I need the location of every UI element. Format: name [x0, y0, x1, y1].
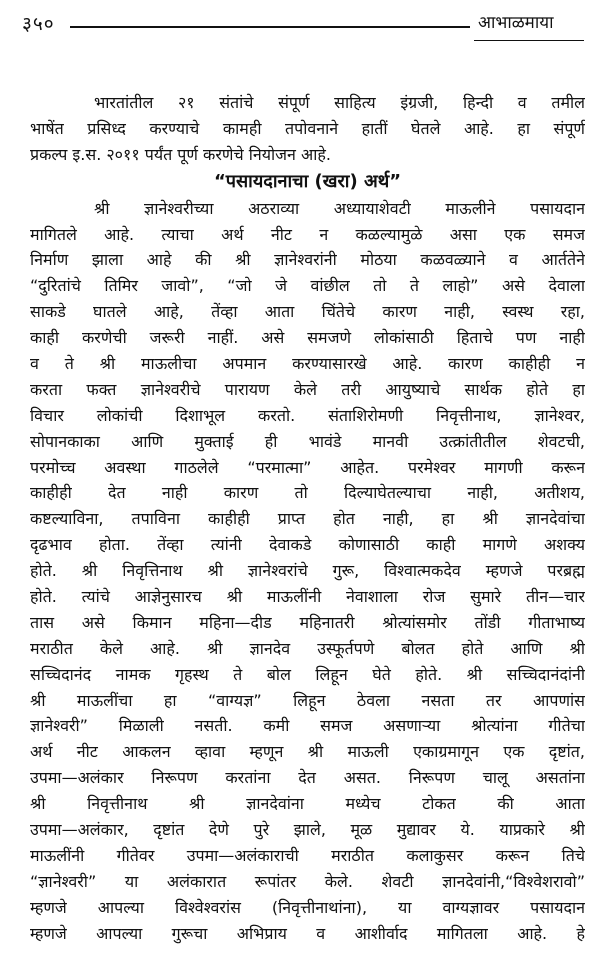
body-line: कष्टल्याविना, तपाविना काहीही प्राप्त होत नाही, हा श्री ज्ञानदेवांचा	[30, 509, 585, 529]
body-line: अर्थ नीट आकलन व्हावा म्हणून श्री माऊली एकाग्रमागून एक दृष्टांत,	[30, 742, 585, 762]
body-line: सच्चिदानंद नामक गृहस्थ ते बोल लिहून घेते होते. श्री सच्चिदानंदांनी	[30, 664, 585, 684]
intro-line: भाषेंत प्रसिध्द करण्याचे कामही तपोवनाने हातीं घेतले आहे. हा संपूर्ण	[30, 118, 585, 138]
body-line: “दुरितांचे तिमिर जावो”, “जो जे वांछील तो ते लाहो” असे देवाला	[30, 276, 585, 296]
body-line: म्हणजे आपल्या विश्वेश्वरांस (निवृत्तीनाथांना), या वाग्यज्ञावर पसायदान	[30, 897, 585, 917]
body-line: निर्माण झाला आहे की श्री ज्ञानेश्वरांनी मोठया कळवळ्याने व आर्ततेने	[30, 250, 585, 270]
body-line: काहीही देत नाही कारण तो दिल्याघेतल्याचा नाही, अतीशय,	[30, 483, 585, 503]
body-line: दृढभाव होता. तेंव्हा त्यांनी देवाकडे कोणासाठी काही मागणे अशक्य	[30, 535, 585, 555]
body-line: उपमा—अलंकार, दृष्टांत देणे पुरे झाले, मूळ मुद्यावर ये. याप्रकारे श्री	[30, 820, 585, 840]
body-line: काही करणेची जरूरी नाहीं. असे समजणे लोकांसाठी हिताचे पण नाही	[30, 328, 585, 348]
page-number: ३५०	[22, 13, 55, 35]
header-rule	[70, 26, 470, 28]
running-title: आभाळमाया	[478, 13, 554, 33]
body-line: श्री माऊलींचा हा “वाग्यज्ञ” लिहून ठेवला नसता तर आपणांस	[30, 690, 585, 710]
body-line: मागितले आहे. त्याचा अर्थ नीट न कळल्यामुळे असा एक समज	[30, 224, 585, 244]
body-line: परमोच्च अवस्था गाठलेले “परमात्मा” आहेत. परमेश्वर मागणी करून	[30, 457, 585, 477]
body-line: ज्ञानेश्वरी” मिळाली नसती. कमी समज असणाऱ्या श्रोत्यांना गीतेचा	[30, 716, 585, 736]
body-line: “ज्ञानेश्वरी” या अलंकारात रूपांतर केले. शेवटी ज्ञानदेवांनी,“विश्वेशरावो”	[30, 871, 585, 891]
intro-line: भारतांतील २१ संतांचे संपूर्ण साहित्य इंग्रजी, हिन्दी व तमील	[94, 93, 585, 112]
body-line: मराठीत केले आहे. श्री ज्ञानदेव उस्फूर्तपणे बोलत होते आणि श्री	[30, 638, 585, 658]
body-line: करता फक्त ज्ञानेश्वरीचे पारायण केले तरी आयुष्याचे सार्थक होते हा	[30, 379, 585, 399]
body-line: होते. श्री निवृत्तिनाथ श्री ज्ञानेश्वरांचे गुरू, विश्वात्मकदेव म्हणजे परब्रह्म	[30, 561, 585, 581]
intro-line: प्रकल्प इ.स. २०११ पर्यंत पूर्ण करणेचे नियोजन आहे.	[30, 144, 331, 164]
section-heading: “पसायदानाचा (खरा) अर्थ”	[213, 170, 402, 192]
body-line: श्री निवृत्तीनाथ श्री ज्ञानदेवांना मध्येच टोकत की आता	[30, 794, 585, 814]
body-line: विचार लोकांची दिशाभूल करतो. संताशिरोमणी निवृत्तीनाथ, ज्ञानेश्वर,	[30, 405, 585, 425]
body-line: सोपानकाका आणि मुक्ताई ही भावंडे मानवी उत्क्रांतीतील शेवटची,	[30, 431, 585, 451]
body-line: श्री ज्ञानेश्वरीच्या अठराव्या अध्यायाशेवटी माऊलीने पसायदान	[94, 198, 585, 218]
body-line: म्हणजे आपल्या गुरूचा अभिप्राय व आशीर्वाद मागितला आहे. हे	[30, 923, 585, 943]
body-line: तास असे किमान महिना—दीड महिनातरी श्रोत्यांसमोर तोंडी गीताभाष्य	[30, 612, 585, 632]
body-line: साकडे घातले आहे, तेंव्हा आता चिंतेचे कारण नाही, स्वस्थ रहा,	[30, 302, 585, 322]
page-header	[0, 0, 600, 48]
body-line: होते. त्यांचे आज्ञेनुसारच श्री माऊलींनी नेवाशाला रोज सुमारे तीन—चार	[30, 587, 585, 607]
body-line: उपमा—अलंकार निरूपण करतांना देत असत. निरूपण चालू असतांना	[30, 768, 585, 788]
body-line: माऊलींनी गीतेवर उपमा—अलंकाराची मराठीत कलाकुसर करून तिचे	[30, 845, 585, 865]
running-title-underline	[474, 40, 584, 41]
page-body	[30, 90, 585, 947]
body-line: व ते श्री माऊलीचा अपमान करण्यासारखे आहे. कारण काहीही न	[30, 354, 585, 374]
